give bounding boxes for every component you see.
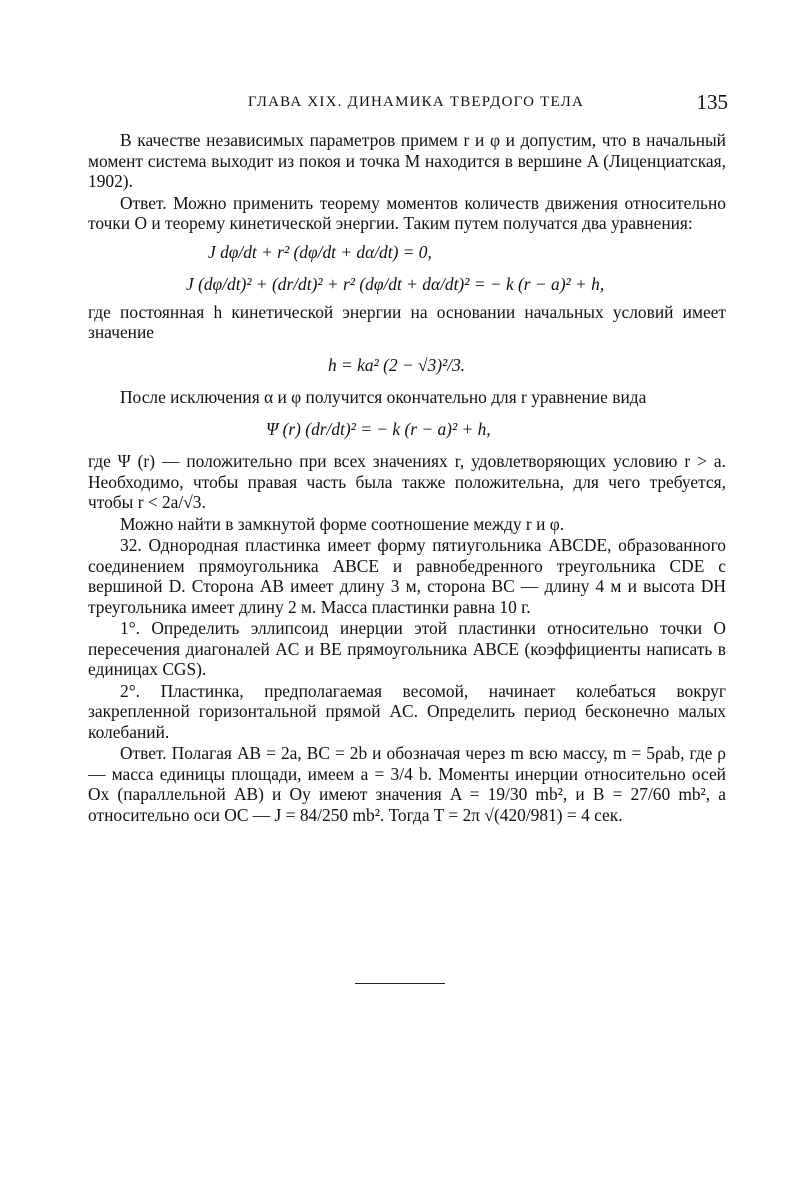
end-rule (355, 983, 445, 984)
equation-4: Ψ (r) (dr/dt)² = − k (r − a)² + h, (266, 419, 491, 439)
page-header (248, 92, 728, 122)
equation-1: J dφ/dt + r² (dφ/dt + dα/dt) = 0, (208, 241, 432, 262)
paragraph-part-1: 1°. Определить эллипсоид инерции этой пластинки относительно точки O пересечения диагоналей AC и BE прямоугольника ABCE (коэффициенты написать в единицах CGS). (88, 618, 726, 679)
page-number: 135 (696, 90, 728, 114)
paragraph-psi: где Ψ (r) — положительно при всех значениях r, удовлетворяющих условию r > a. Необходимо, чтобы правая часть была также положительна, для чего требуется, чтобы r < 2a/√3. (88, 451, 726, 512)
paragraph-answer-2: Ответ. Полагая AB = 2a, BC = 2b и обозначая через m всю массу, m = 5ρab, где ρ — масса единицы площади, имеем a = 3/4 b. Моменты инерции относительно осей Ox (параллельной AB) и Oy имеют значения A = 19/30 mb², и B = 27/60 mb², а относительно оси OC — J = 84/250 mb². Тогда T = 2π √(420/981) = 4 сек. (88, 743, 726, 825)
equation-1-line (88, 234, 726, 268)
body-text (88, 130, 726, 825)
paragraph-problem-32: 32. Однородная пластинка имеет форму пятиугольника ABCDE, образованного соединением прямоугольника ABCE и равнобедренного треугольника CDE с вершиной D. Сторона AB имеет длину 3 м, сторона BC — длину 4 м и высота DH треугольника имеет длину 2 м. Масса пластинки равна 10 г. (88, 535, 726, 617)
paragraph-parameters: В качестве независимых параметров примем r и φ и допустим, что в начальный момент система выходит из покоя и точка M находится в вершине A (Лиценциатская, 1902). (88, 130, 726, 191)
equation-2: J (dφ/dt)² + (dr/dt)² + r² (dφ/dt + dα/dt)² = − k (r − a)² + h, (186, 273, 605, 294)
paragraph-elimination: После исключения α и φ получится окончательно для r уравнение вида (120, 386, 647, 407)
paragraph-closed-form: Можно найти в замкнутой форме соотношение между r и φ. (120, 513, 565, 534)
running-title: ГЛАВА XIX. ДИНАМИКА ТВЕРДОГО ТЕЛА (248, 94, 585, 110)
paragraph-part-2: 2°. Пластинка, предполагаемая весомой, начинает колебаться вокруг закрепленной горизонтальной прямой AC. Определить период бесконечно малых колебаний. (88, 680, 726, 742)
equation-3-line (88, 343, 726, 387)
paragraph-answer-1: Ответ. Можно применить теорему моментов количеств движения относительно точки O и теорему кинетической энергии. Таким путем получатся два уравнения: (88, 192, 726, 233)
paragraph-constant-h: где постоянная h кинетической энергии на основании начальных условий имеет значение (88, 301, 726, 342)
equation-3: h = ka² (2 − √3)²/3. (328, 354, 466, 375)
equation-4-line (88, 407, 726, 451)
equation-2-line (88, 268, 726, 302)
